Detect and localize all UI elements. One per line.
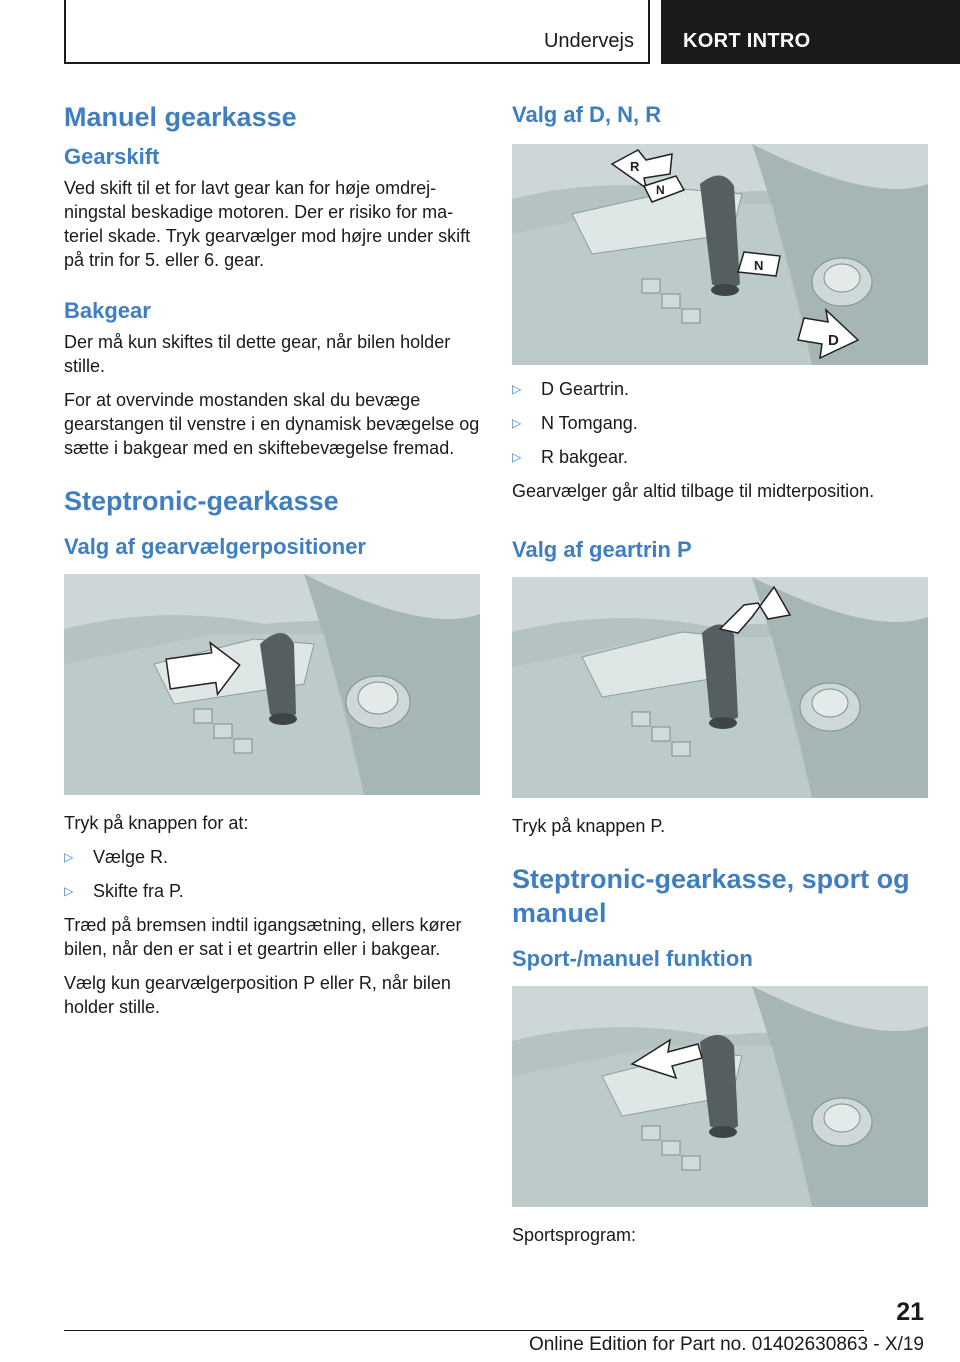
list-tryk-actions	[64, 845, 480, 903]
figure-gear-selector-sport	[512, 986, 928, 1207]
list-item: ▷ Vælge R.	[64, 847, 169, 867]
heading-steptronic-sport: Steptronic-gearkasse, sport og manuel	[512, 864, 910, 928]
text-tryk-p: Tryk på knappen P.	[512, 816, 666, 836]
footer-divider	[64, 1330, 864, 1331]
heading-gearskift: Gearskift	[64, 144, 160, 169]
fig-label-r: R	[630, 159, 640, 174]
text-vaelg-position: Vælg kun gearvælgerposition P eller R, når bilen holder stille.	[64, 973, 451, 1017]
fig-label-n-bottom: N	[754, 258, 764, 273]
figure-gear-selector-side-button	[64, 574, 480, 795]
list-item: ▷ D Geartrin.	[512, 379, 630, 399]
header-chapter-tab: KORT INTRO	[661, 0, 960, 64]
heading-steptronic: Steptronic-gearkasse	[64, 486, 339, 516]
right-column	[512, 100, 928, 1257]
heading-valg-geartrin-p: Valg af geartrin P	[512, 537, 692, 562]
fig-label-d: D	[828, 332, 839, 349]
text-bakgear-1: Der må kun skiftes til dette gear, når bilen holder stille.	[64, 332, 451, 376]
header-section-title: Undervejs	[543, 30, 634, 52]
heading-manuel-gearkasse: Manuel gearkasse	[64, 102, 297, 132]
text-traed-bremsen: Træd på bremsen indtil igangsætning, ellers kører bilen, når den er sat i et geartrin eller i bakgear.	[64, 915, 462, 959]
list-item: ▷ N Tomgang.	[512, 413, 638, 433]
list-item: ▷ Skifte fra P.	[64, 881, 184, 901]
text-tryk-knappen: Tryk på knappen for at:	[64, 813, 249, 833]
text-gearskift: Ved skift til et for lavt gear kan for høje omdrejningstal beskadige motoren. Der er risiko for materiel skade. Tryk gearvælger mod højre under skift på trin for 5. eller 6. gear.	[64, 178, 471, 270]
figure-gear-selector-dnr	[512, 144, 928, 365]
heading-valg-gearvaelgerpositioner: Valg af gearvælgerpositioner	[64, 534, 366, 559]
text-sportsprogram: Sportsprogram:	[512, 1225, 637, 1245]
heading-bakgear: Bakgear	[64, 298, 151, 323]
text-midterposition: Gearvælger går altid tilbage til midterposition.	[512, 481, 875, 501]
header-section-box	[64, 0, 650, 64]
page-number: 21	[896, 1298, 924, 1326]
triangle-right-icon: ▷	[512, 450, 522, 464]
triangle-right-icon: ▷	[64, 850, 74, 864]
triangle-right-icon: ▷	[512, 382, 522, 396]
heading-sport-manuel-funktion: Sport-/manuel funktion	[512, 946, 753, 971]
figure-gear-selector-p-button	[512, 577, 928, 798]
left-column	[64, 100, 480, 1029]
footer-edition: Online Edition for Part no. 01402630863 - X/19	[528, 1334, 924, 1355]
list-gear-positions	[512, 377, 928, 469]
list-item: ▷ R bakgear.	[512, 447, 629, 467]
triangle-right-icon: ▷	[64, 884, 74, 898]
triangle-right-icon: ▷	[512, 416, 522, 430]
heading-valg-dnr: Valg af D, N, R	[512, 102, 662, 127]
fig-label-n-top: N	[656, 183, 665, 197]
text-bakgear-2: For at overvinde mostanden skal du bevæge gearstangen til venstre i en dynamisk bevægelse og sætte i bakgear med en skiftebevægelse fremad.	[64, 390, 480, 458]
page-header	[0, 0, 960, 66]
